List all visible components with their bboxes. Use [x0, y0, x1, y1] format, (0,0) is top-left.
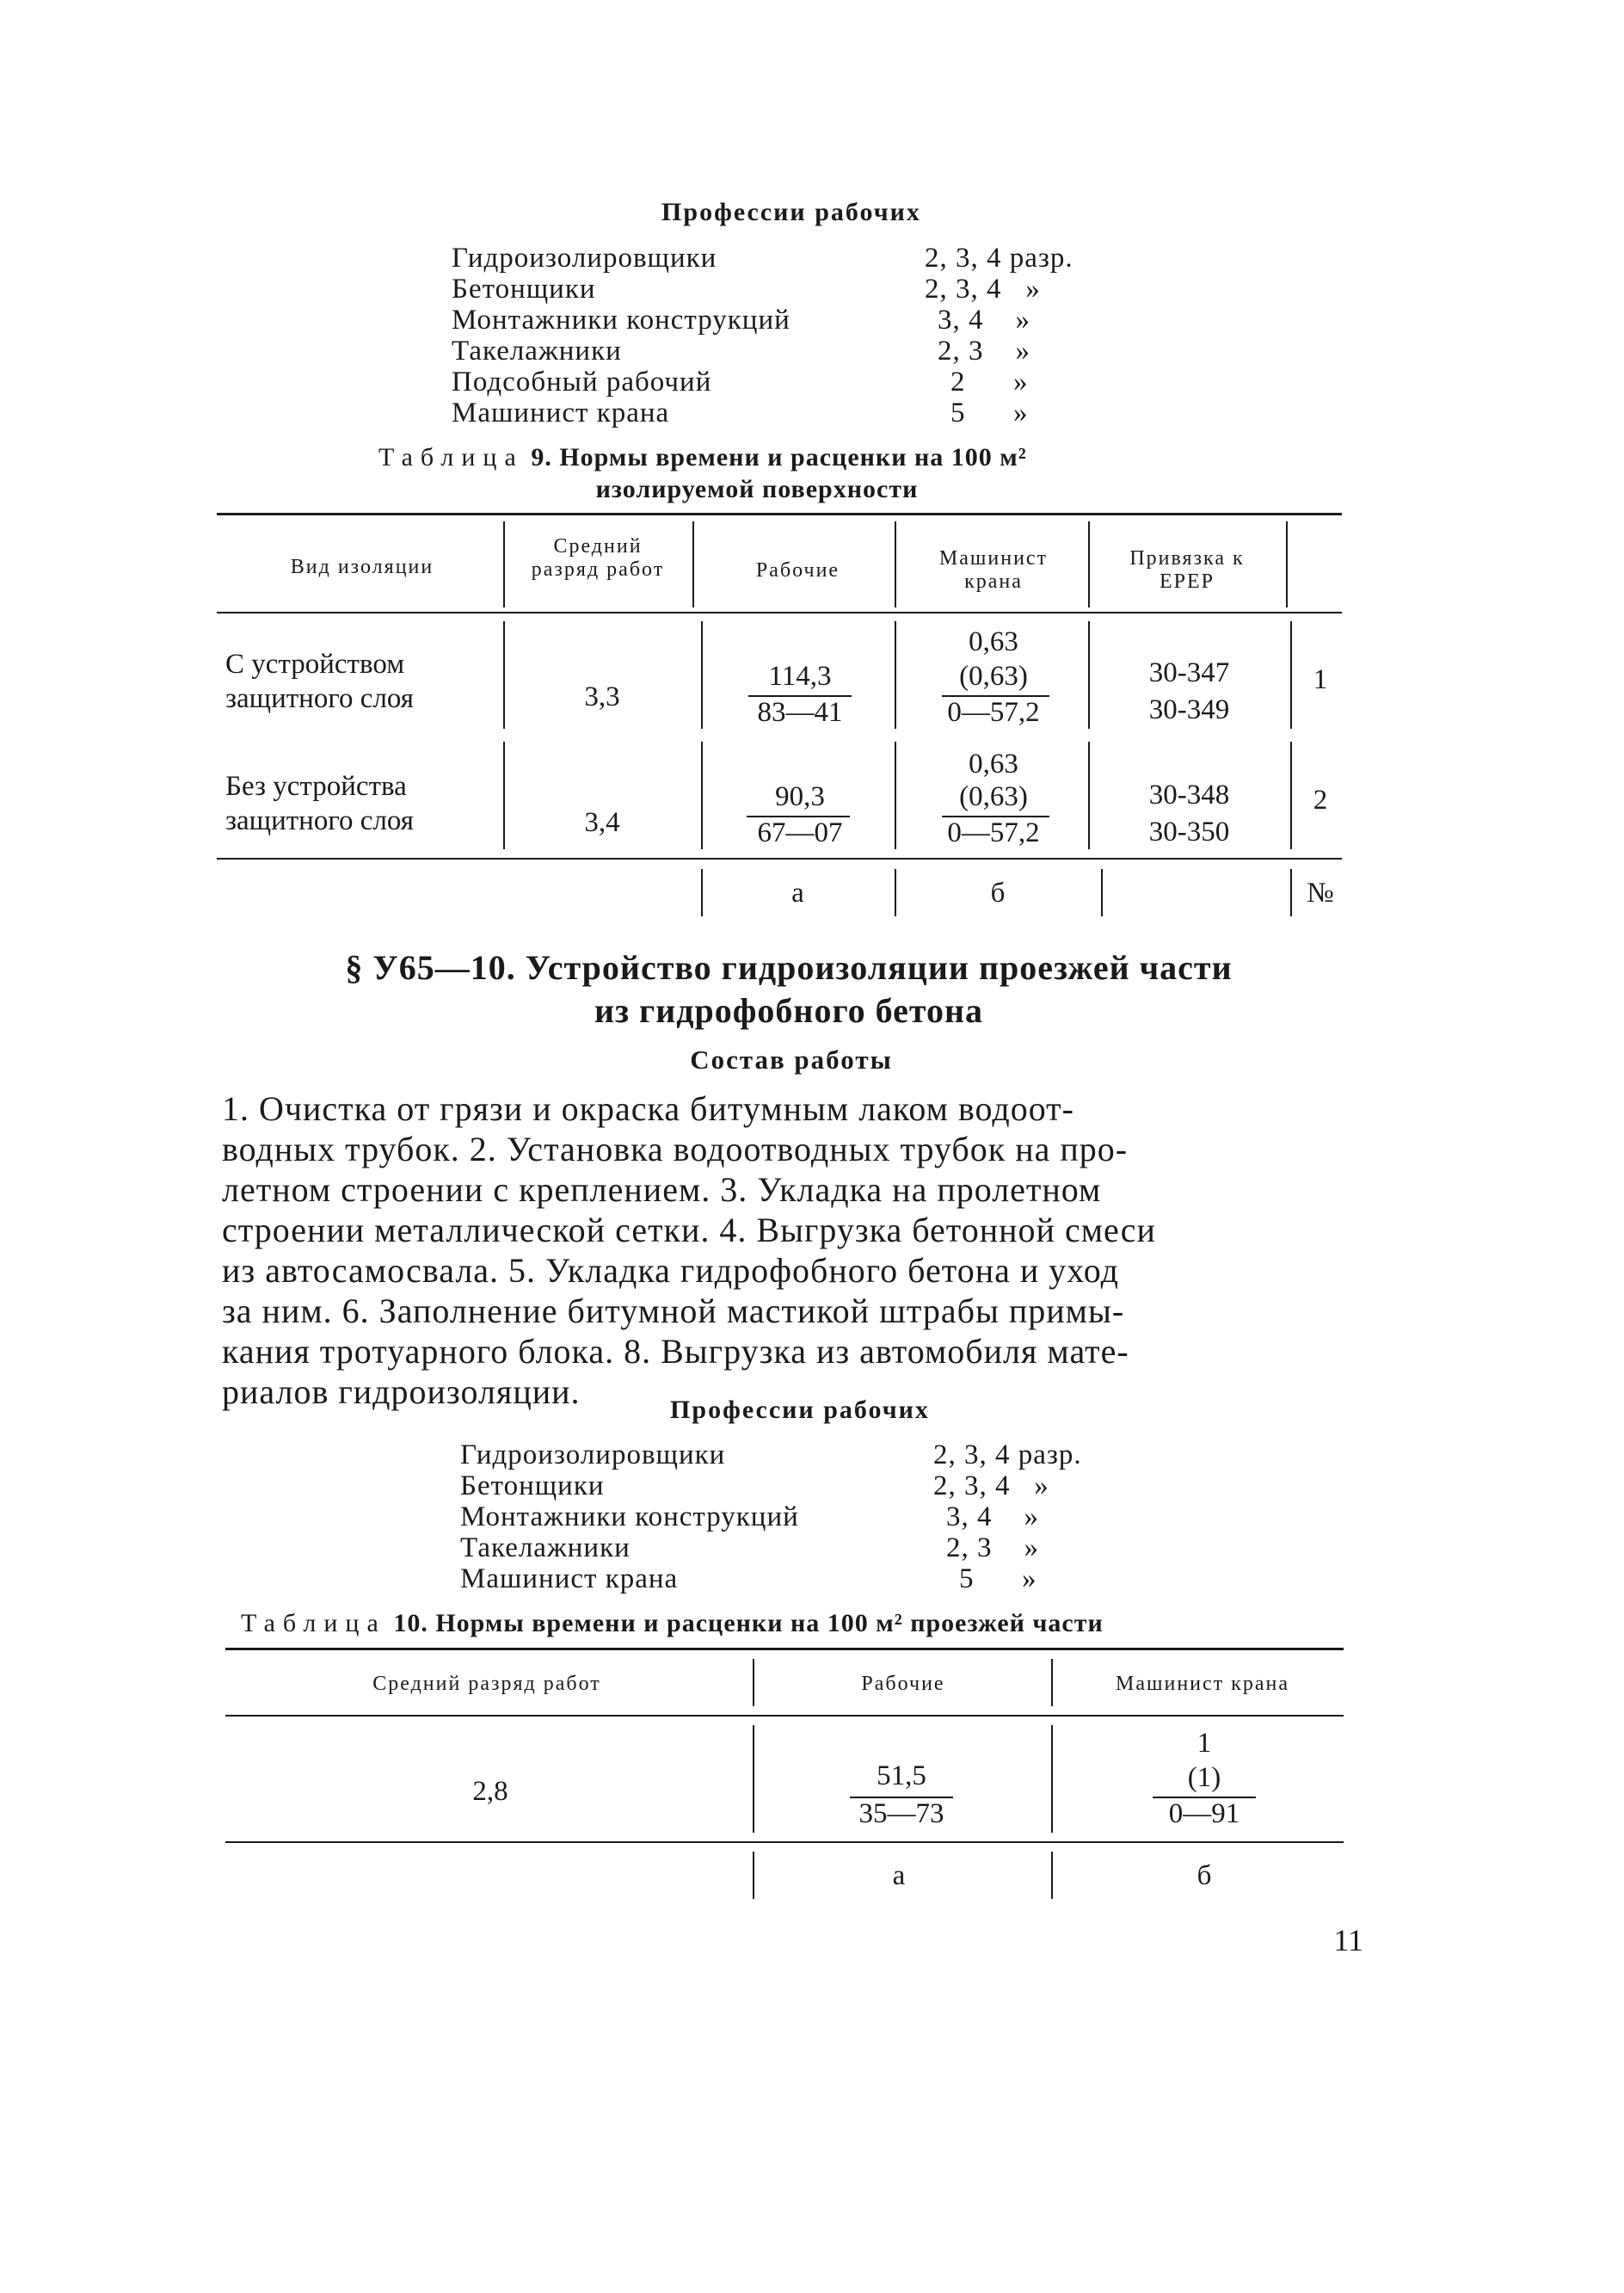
paragraph-line: летном строении с креплением. 3. Укладка на пролетном [222, 1170, 1102, 1209]
col-header-grade: Средний разряд работ [372, 1673, 601, 1695]
cell-workers-top: 114,3 [768, 661, 832, 692]
page-number: 11 [1333, 1923, 1363, 1957]
col-header-workers: Рабочие [861, 1673, 945, 1695]
col-header-crane: Машинист крана [1116, 1673, 1289, 1695]
cell-num: 1 [1313, 664, 1328, 695]
professions-title: Профессии рабочих [661, 198, 921, 226]
cell-crane-a: 1 [1196, 1728, 1212, 1759]
cell-grade: 3,4 [584, 807, 620, 838]
caption-text: 9. Нормы времени и расценки на 100 м² [531, 443, 1027, 472]
cell-grade: 3,3 [584, 681, 620, 712]
footer-b: б [1196, 1860, 1212, 1891]
profession-grade: 5 » [950, 398, 1029, 428]
profession-name: Монтажники конструкций [452, 305, 790, 336]
footer-a: а [892, 1860, 906, 1891]
cell-workers-top: 90,3 [775, 781, 825, 812]
profession-grade: 2, 3, 4 » [925, 274, 1041, 305]
profession-grade: 2, 3, 4 разр. [933, 1439, 1082, 1470]
table-bottom-rule [225, 1841, 1344, 1843]
profession-name: Гидроизолировщики [452, 243, 717, 274]
profession-name: Такелажники [452, 336, 622, 367]
col-header-kind: Вид изоляции [290, 556, 434, 578]
cell-kind: Без устройства защитного слоя [225, 771, 414, 836]
profession-grade: 2, 3 » [938, 336, 1030, 367]
col-header-crane: Машинист крана [938, 547, 1049, 593]
profession-grade: 2, 3, 4 » [933, 1470, 1049, 1501]
table-word: Таблица [241, 1609, 386, 1637]
cell-link-1: 30-347 [1148, 657, 1230, 688]
profession-name: Гидроизолировщики [460, 1439, 726, 1470]
cell-kind: С устройством защитного слоя [225, 649, 414, 714]
table-top-rule [225, 1648, 1344, 1650]
table-bottom-rule [217, 858, 1342, 860]
profession-name: Машинист крана [452, 398, 670, 428]
col-header-link: Привязка к ЕРЕР [1129, 547, 1245, 593]
profession-grade: 3, 4 » [946, 1501, 1039, 1532]
paragraph-line: строении металлической сетки. 4. Выгрузка бетонной смеси [222, 1211, 1156, 1249]
profession-name: Бетонщики [460, 1470, 605, 1501]
section-subtitle: из гидрофобного бетона [594, 991, 984, 1030]
cell-link-2: 30-349 [1148, 694, 1230, 725]
paragraph-line: 1. Очистка от грязи и окраска битумным лаком водоот- [222, 1089, 1074, 1128]
table-9-caption-line2: изолируемой поверхности [595, 475, 919, 503]
paragraph-line: водных трубок. 2. Установка водоотводных трубок на про- [222, 1130, 1129, 1168]
professions-title: Профессии рабочих [670, 1396, 930, 1424]
cell-crane-bottom: 0—91 [1168, 1798, 1240, 1829]
cell-link-1: 30-348 [1148, 780, 1230, 811]
cell-crane-b: (0,63) [959, 781, 1028, 812]
cell-crane-a: 0,63 [969, 626, 1018, 657]
table-9-caption [378, 443, 1027, 472]
cell-link-2: 30-350 [1148, 817, 1230, 848]
profession-name: Бетонщики [452, 274, 596, 305]
profession-name: Машинист крана [460, 1563, 679, 1594]
header-rule [217, 612, 1342, 613]
paragraph-line: кания тротуарного блока. 8. Выгрузка из автомобиля мате- [222, 1332, 1129, 1371]
paragraph-line: из автосамосвала. 5. Укладка гидрофобного бетона и уход [222, 1251, 1119, 1290]
profession-grade: 5 » [959, 1563, 1037, 1594]
profession-name: Монтажники конструкций [460, 1501, 799, 1532]
profession-name: Подсобный рабочий [452, 367, 712, 398]
table-word: Таблица [378, 443, 524, 472]
cell-workers-bottom: 67—07 [757, 817, 843, 848]
cell-crane-b: (1) [1187, 1762, 1221, 1793]
profession-name: Такелажники [460, 1532, 631, 1563]
paragraph-line: за ним. 6. Заполнение битумной мастикой штрабы примы- [222, 1291, 1125, 1330]
cell-crane-bottom: 0—57,2 [947, 697, 1040, 728]
footer-b: б [990, 878, 1006, 909]
profession-grade: 2, 3 » [946, 1532, 1039, 1563]
cell-num: 2 [1313, 785, 1328, 816]
section-title: § У65—10. Устройство гидроизоляции проезжей части [345, 948, 1233, 987]
profession-grade: 3, 4 » [938, 305, 1030, 336]
cell-crane-a: 0,63 [969, 749, 1018, 780]
profession-grade: 2, 3, 4 разр. [925, 243, 1073, 274]
cell-workers-top: 51,5 [877, 1760, 926, 1791]
composition-title: Состав работы [690, 1045, 893, 1075]
col-header-workers: Рабочие [755, 559, 840, 582]
table-10-caption [241, 1609, 1104, 1638]
col-header-grade: Средний разряд работ [531, 535, 665, 581]
cell-workers-bottom: 83—41 [757, 697, 843, 728]
footer-a: а [791, 878, 804, 909]
cell-crane-b: (0,63) [959, 661, 1028, 692]
table-top-rule [217, 513, 1342, 515]
cell-workers-bottom: 35—73 [858, 1798, 944, 1829]
footer-num: № [1307, 878, 1334, 909]
cell-crane-bottom: 0—57,2 [947, 817, 1040, 848]
paragraph-line: риалов гидроизоляции. [222, 1372, 581, 1411]
profession-grade: 2 » [950, 367, 1029, 398]
header-rule [225, 1715, 1344, 1717]
cell-grade: 2,8 [472, 1776, 508, 1807]
caption-text: 10. Нормы времени и расценки на 100 м² проезжей части [393, 1609, 1104, 1637]
